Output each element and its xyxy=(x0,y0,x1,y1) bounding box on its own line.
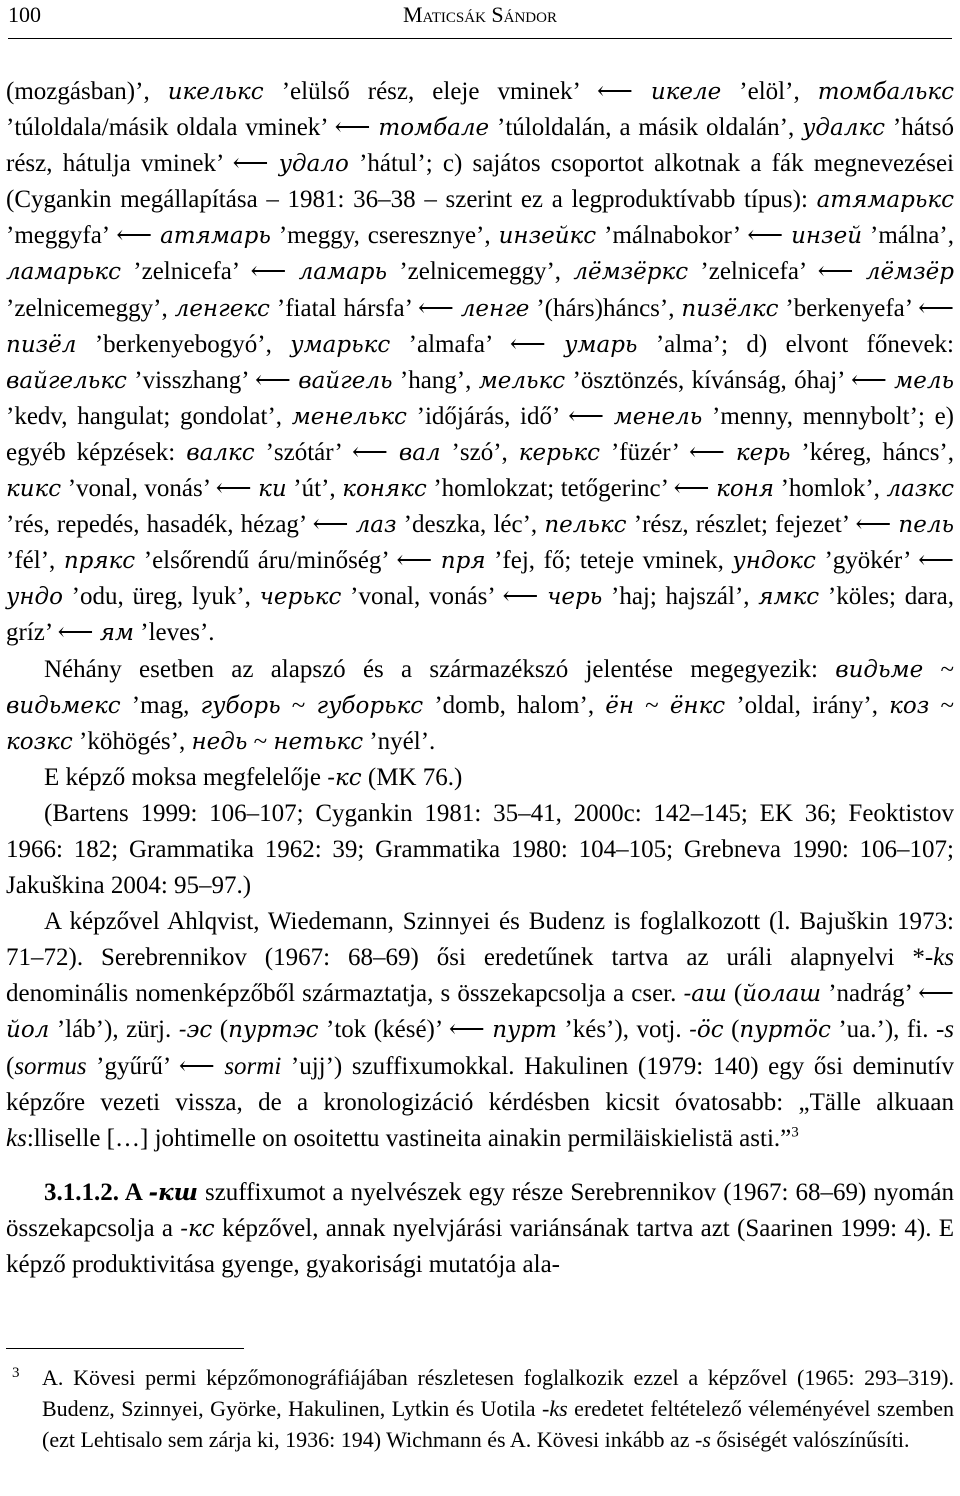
footnote-rule xyxy=(6,1348,244,1349)
text-run-cyr: томбале xyxy=(378,115,490,142)
text-run: ’kés’), votj. xyxy=(556,1016,690,1044)
paragraph-same-meaning xyxy=(6,652,954,760)
text-run-cyr: вал xyxy=(398,439,441,466)
footnote-text xyxy=(42,1365,954,1452)
text-run-cyr: коня xyxy=(716,476,775,503)
text-run: ’berkenyefa’ ⟵ xyxy=(778,294,955,322)
header-rule xyxy=(8,38,952,39)
footnote xyxy=(6,1362,954,1455)
page-number: 100 xyxy=(8,2,41,27)
page-header xyxy=(8,0,952,30)
text-run: ’köhögés’, xyxy=(72,727,192,755)
text-run-cyr: губорькс xyxy=(316,692,424,719)
text-run-cyr: недь xyxy=(191,728,248,755)
paragraph-moksa xyxy=(6,760,954,796)
text-run-it: -ks xyxy=(542,1396,568,1421)
text-run-cyr: черь xyxy=(547,584,603,611)
text-run: ’fiatal hársfa’ ⟵ xyxy=(269,294,461,322)
text-run-cyr: инзейкс xyxy=(498,223,597,250)
text-run-cyr: -кс xyxy=(180,1215,215,1242)
text-run-cyr: умарь xyxy=(564,331,638,358)
text-run: ’gyökér’ ⟵ xyxy=(815,547,954,575)
text-run-cyr: видьмекс xyxy=(6,692,121,719)
text-run: ’deszka, léc’, xyxy=(396,511,545,539)
text-run: ’hátul’; c) sajátos csoportot alkotnak a fák megnevezései (Cygankin megállapítása – 1981: 36–38 – szerint ez a legproduktívabb típus): xyxy=(6,150,955,214)
text-run-cyr: ки xyxy=(258,476,287,503)
text-run: ’hátsó rész, hátulja vminek’ ⟵ xyxy=(6,114,954,178)
footnote-number: 3 xyxy=(12,1365,20,1381)
text-run-cyr: пуртöс xyxy=(739,1017,831,1044)
text-run-cyr: ёнкс xyxy=(669,692,726,719)
text-run: ’homlok’, xyxy=(774,475,887,503)
text-run: ’ösztönzés, kívánság, óhaj’ ⟵ xyxy=(565,366,895,394)
text-run-sup: 3 xyxy=(791,1124,799,1141)
text-run-cyr: умарькс xyxy=(290,331,391,358)
text-run-cyr: керькс xyxy=(518,439,600,466)
text-run: ’füzér’ ⟵ xyxy=(599,438,736,466)
text-run: ’málnabokor’ ⟵ xyxy=(596,222,792,250)
text-run: :lliselle […] johtimelle on osoitettu vastineita ainakin permiläiskielistä asti.” xyxy=(26,1124,792,1152)
text-run-cyr: ямкс xyxy=(758,584,820,611)
text-run: ’elöl’, xyxy=(721,78,818,105)
text-run: ’mag, xyxy=(120,691,201,719)
text-run-cyr: кикс xyxy=(6,476,62,503)
text-run-cyr: видьме xyxy=(835,656,924,683)
text-run: ’fej, fő; teteje vminek, xyxy=(485,547,733,575)
text-run-cyr: мелькс xyxy=(478,367,566,394)
text-run: ’fél’, xyxy=(6,547,64,575)
text-run: ’(hárs)háncs’, xyxy=(529,294,682,322)
text-run: ’vonal, vonás’ ⟵ xyxy=(341,583,548,611)
text-run: E képző moksa megfelelője xyxy=(44,763,328,791)
text-run: (MK 76.) xyxy=(361,763,463,791)
text-run: ’odu, üreg, lyuk’, xyxy=(62,583,260,611)
text-run-cyr: инзей xyxy=(791,223,863,250)
text-run: ’homlokzat; tetőgerinc’ ⟵ xyxy=(426,475,717,503)
text-run: ’láb’), zürj. xyxy=(49,1016,179,1044)
text-run-it: ks xyxy=(6,1124,27,1152)
text-run: ’alma’; d) elvont főnevek: xyxy=(637,330,954,358)
text-run: ~ xyxy=(247,727,274,755)
text-run-cyr: ям xyxy=(99,620,134,647)
text-run-cyr: лаз xyxy=(355,512,397,539)
text-run: ’elülső rész, eleje vminek’ ⟵ xyxy=(263,78,651,105)
text-run-cyr: валкс xyxy=(186,439,255,466)
text-run-it: -s xyxy=(695,1427,711,1452)
text-run: Néhány esetben az alapszó és a származékszó jelentése megegyezik: xyxy=(44,655,836,683)
text-run: ’almafa’ ⟵ xyxy=(390,330,565,358)
text-run: ’menny, mennybolt’; e) egyéb képzések: xyxy=(6,402,955,466)
text-run: ( xyxy=(6,1052,15,1080)
text-run: ( xyxy=(723,1016,740,1044)
text-run-cyr: ленге xyxy=(460,295,530,322)
text-run-cyr: нетькс xyxy=(273,728,364,755)
text-run: ’haj; hajszál’, xyxy=(602,583,759,611)
text-run-bcyr: -кш xyxy=(148,1178,198,1206)
text-run-cyr: -öс xyxy=(689,1017,724,1044)
text-run-cyr: менелькс xyxy=(291,403,407,430)
text-run: ( xyxy=(726,980,743,1008)
text-run-it: sormus xyxy=(14,1052,87,1080)
text-run: képzővel, annak nyelvjárási variánsának tartva azt (Saarinen 1999: 4). E képző produktivitása gyenge, gyakorisági mutatója ala- xyxy=(6,1214,955,1278)
text-run: ’kéreg, háncs’, xyxy=(790,438,954,466)
text-run-cyr: ундокс xyxy=(732,548,816,575)
text-run: ’túloldalán, a másik oldalán’, xyxy=(489,114,803,142)
text-run: eredetet feltételező véleményével szemben (ezt Lehtisalo sem zárja ki, 1936: 194) Wichmann és A. Kövesi inkább az xyxy=(42,1396,954,1452)
text-run-cyr: вайгель xyxy=(298,367,393,394)
text-run-cyr: атямарь xyxy=(160,223,271,250)
text-run: ’rész, részlet; fejezet’ ⟵ xyxy=(626,511,899,539)
text-run: ’oldal, irány’, xyxy=(725,691,890,719)
paragraph-history xyxy=(6,904,954,1157)
paragraph-section-3-1-1-2 xyxy=(6,1175,954,1283)
text-run: ~ xyxy=(923,655,954,683)
text-run-cyr: -эс xyxy=(178,1017,213,1044)
text-run: (mozgásban)’, xyxy=(6,78,168,105)
text-run-cyr: икелькс xyxy=(167,79,264,105)
body-text xyxy=(6,74,954,1283)
text-run-cyr: ундо xyxy=(6,584,63,611)
text-run-cyr: пизёл xyxy=(6,331,77,358)
paragraph-word-list xyxy=(6,74,954,652)
text-run: ’út’, xyxy=(286,475,343,503)
text-run-cyr: ламарь xyxy=(298,259,388,286)
text-run-b: 3.1.1.2. A xyxy=(44,1178,149,1206)
text-run-cyr: мель xyxy=(894,367,954,394)
text-run: ’leves’. xyxy=(134,619,215,647)
text-run-it: ks xyxy=(933,944,954,972)
text-run-cyr: пуртэс xyxy=(228,1017,319,1044)
text-run-it: -s xyxy=(935,1016,955,1044)
text-run: ’nyél’. xyxy=(363,727,436,755)
text-run: ősiségét valószínűsíti. xyxy=(710,1427,910,1452)
text-run: ’ujj’) szuffixumokkal. Hakulinen (1979: 140) egy ősi deminutív képzőre vezeti vissza, de a kronologizáció kérdésben kicsit óvatosabb: „Tälle alkuaan xyxy=(6,1052,954,1116)
text-run: ’meggy, cseresznye’, xyxy=(270,222,499,250)
text-run-it: sormi xyxy=(224,1052,282,1080)
text-run-cyr: пелькс xyxy=(544,512,627,539)
text-run: ’vonal, vonás’ ⟵ xyxy=(61,475,259,503)
text-run: ’meggyfa’ ⟵ xyxy=(6,222,161,250)
text-run-cyr: -аш xyxy=(683,981,727,1008)
text-run-cyr: удало xyxy=(278,151,349,178)
text-run: ’nadrág’ ⟵ xyxy=(821,980,955,1008)
text-run: ’rés, repedés, hasadék, hézag’ ⟵ xyxy=(6,511,356,539)
text-run: ’szó’, xyxy=(440,438,519,466)
text-run-cyr: пизёлкс xyxy=(681,295,779,322)
text-run: (Bartens 1999: 106–107; Cygankin 1981: 35–41, 2000c: 142–145; EK 36; Feoktistov 1966: 182; Grammatika 1962: 39; Grammatika 1980: 104–105; Grebneva 1990: 106–107; Jakuškina 2004: 95–97.) xyxy=(6,799,954,900)
text-run: ’szótár’ ⟵ xyxy=(254,438,399,466)
text-run: ’elsőrendű áru/minőség’ ⟵ xyxy=(135,547,441,575)
text-run-cyr: йол xyxy=(6,1017,50,1044)
text-run: ’zelnicefa’ ⟵ xyxy=(688,258,866,286)
text-run: ’visszhang’ ⟵ xyxy=(126,366,299,394)
text-run-cyr: губорь xyxy=(200,692,281,719)
text-run-cyr: ламарькс xyxy=(6,259,121,286)
text-run-cyr: пря xyxy=(440,548,486,575)
paragraph-references xyxy=(6,796,954,904)
text-run: ’zelnicemeggy’, xyxy=(387,258,574,286)
text-run: ’zelnicefa’ ⟵ xyxy=(121,258,299,286)
text-run-cyr: ленгекс xyxy=(174,295,270,322)
text-run-cyr: керь xyxy=(735,439,791,466)
text-run-cyr: черькс xyxy=(259,584,342,611)
text-run: ’köles; dara, gríz’ ⟵ xyxy=(6,583,954,647)
text-run: ~ xyxy=(633,691,670,719)
text-run-cyr: менель xyxy=(613,403,703,430)
text-run: ~ xyxy=(280,691,317,719)
text-run-cyr: лазкс xyxy=(886,476,954,503)
text-run-cyr: лёмзёркс xyxy=(573,259,689,286)
text-run: ( xyxy=(212,1016,229,1044)
text-run: denominális nomenképzőből származtatja, s összekapcsolja a cser. xyxy=(6,980,684,1008)
text-run-cyr: конякс xyxy=(342,476,427,503)
text-run-cyr: прякс xyxy=(63,548,136,575)
text-run-cyr: пурт xyxy=(492,1017,557,1044)
text-run: ’hang’, xyxy=(392,366,479,394)
text-run: ~ xyxy=(929,691,954,719)
text-run: ’ua.’), fi. xyxy=(830,1016,936,1044)
text-run-cyr: вайгелькс xyxy=(6,367,127,394)
text-run-cyr: удалкс xyxy=(802,115,885,142)
text-run-cyr: икеле xyxy=(650,79,722,105)
text-run: ’kedv, hangulat; gondolat’, xyxy=(6,402,292,430)
text-run: A. Kövesi permi képzőmonográfiájában részletesen foglalkozik ezzel a képzővel (1965: 293–319). Budenz, Szinnyei, Györke, Hakulinen, Lytkin és Uotila xyxy=(42,1365,954,1421)
text-run-cyr: пель xyxy=(898,512,954,539)
text-run: ’gyűrű’ ⟵ xyxy=(86,1052,225,1080)
running-head: Maticsák Sándor xyxy=(403,2,557,27)
text-run-cyr: атямарькс xyxy=(816,187,954,214)
text-run: ’időjárás, idő’ ⟵ xyxy=(406,402,614,430)
text-run-cyr: козкс xyxy=(6,728,73,755)
text-run: ’domb, halom’, xyxy=(423,691,606,719)
text-run-cyr: ён xyxy=(605,692,634,719)
text-run: szuffixumot a nyelvészek egy része Serebrennikov (1967: 68–69) nyomán összekapcsolja a xyxy=(6,1178,954,1242)
text-run-cyr: лёмзёр xyxy=(865,259,955,286)
text-run: ’málna’, xyxy=(862,222,954,250)
text-run-cyr: коз xyxy=(889,692,930,719)
text-run: ’berkenyebogyó’, xyxy=(76,330,291,358)
text-run: ’túloldala/másik oldala vminek’ ⟵ xyxy=(6,114,379,142)
text-run-cyr: -кс xyxy=(327,764,362,791)
text-run: ’zelnicemeggy’, xyxy=(6,294,175,322)
text-run-cyr: йолаш xyxy=(742,981,822,1008)
text-run: A képzővel Ahlqvist, Wiedemann, Szinnyei és Budenz is foglalkozott (l. Bajuškin 1973: 71–72). Serebrennikov (1967: 68–69) ősi eredetűnek tartva az uráli alapnyelvi *- xyxy=(6,908,954,972)
text-run: ’tok (késé)’ ⟵ xyxy=(318,1016,493,1044)
text-run-cyr: томбалькс xyxy=(817,79,954,105)
